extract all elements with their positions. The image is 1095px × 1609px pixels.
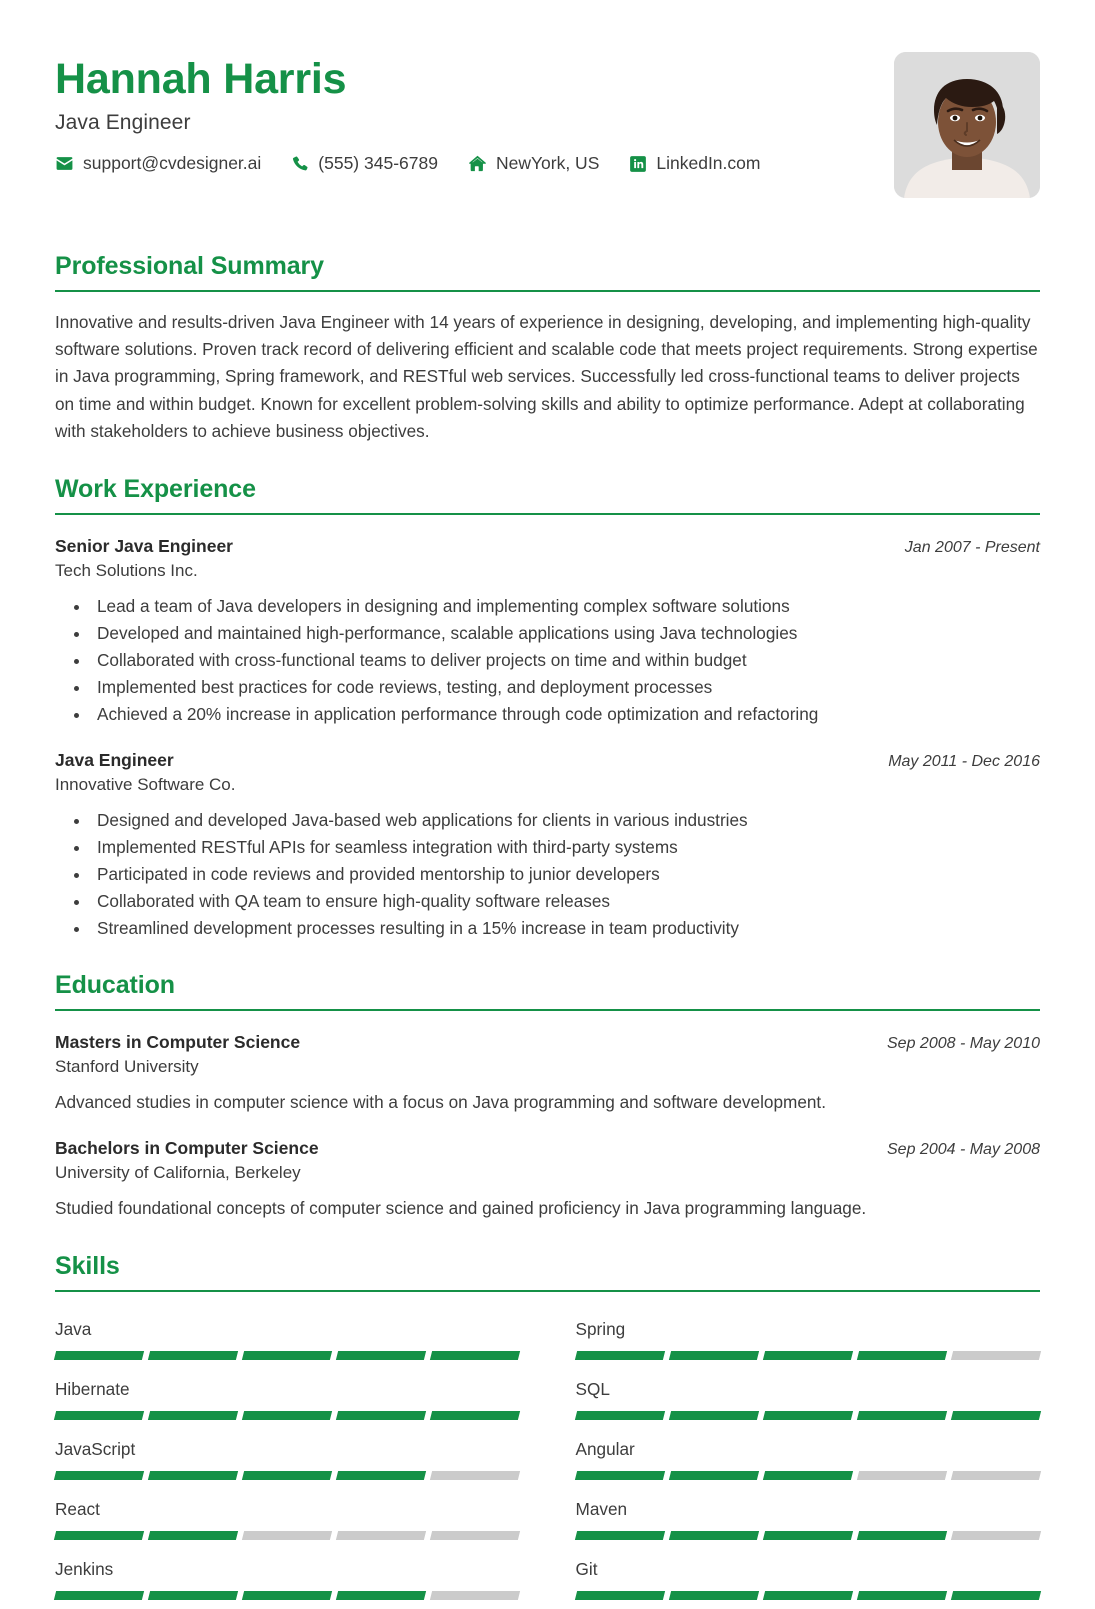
skill-segment-empty bbox=[430, 1591, 520, 1600]
page-title: Hannah Harris bbox=[55, 55, 347, 103]
contact-email-value: support@cvdesigner.ai bbox=[83, 153, 262, 174]
skill-segment-filled bbox=[148, 1531, 238, 1540]
skill-segment-filled bbox=[763, 1591, 853, 1600]
header-text-block bbox=[55, 52, 868, 174]
skill-segment-filled bbox=[574, 1531, 664, 1540]
section-title-education: Education bbox=[55, 971, 175, 1000]
skill-segment-empty bbox=[430, 1531, 520, 1540]
entry-bullet: • Collaborated with QA team to ensure high-quality software releases bbox=[91, 888, 1040, 914]
contact-phone-value: (555) 345-6789 bbox=[318, 153, 438, 174]
entry-organization: Tech Solutions Inc. bbox=[55, 560, 198, 580]
section-education bbox=[55, 971, 1040, 1222]
entry-date: May 2011 - Dec 2016 bbox=[888, 752, 1040, 770]
skill-level-bar bbox=[55, 1591, 520, 1600]
summary-text: Innovative and results-driven Java Engineer with 14 years of experience in designing, developing, and implementing high-quality software solutions. Proven track record of delivering efficient and scalable code that meets project requirements. Strong expertise in Java programming, Spring framework, and RESTful web services. Successfully led cross-functional teams to deliver projects on time and within budget. Known for excellent problem-solving skills and ability to optimize performance. Adept at collaborating with stakeholders to achieve business objectives. bbox=[55, 312, 1038, 441]
skill-segment-filled bbox=[857, 1351, 947, 1360]
entry-degree: Masters in Computer Science bbox=[55, 1032, 301, 1053]
skill-segment-filled bbox=[857, 1531, 947, 1540]
section-professional-summary bbox=[55, 252, 1040, 445]
skill-level-bar bbox=[576, 1471, 1041, 1480]
section-title-skills: Skills bbox=[55, 1251, 120, 1280]
skill-segment-filled bbox=[574, 1411, 664, 1420]
skill-name: React bbox=[55, 1498, 100, 1519]
skill-level-bar bbox=[576, 1351, 1041, 1360]
skill-level-bar bbox=[576, 1591, 1041, 1600]
skill-segment-filled bbox=[336, 1351, 426, 1360]
skill-level-bar bbox=[576, 1531, 1041, 1540]
entry-date: Sep 2008 - May 2010 bbox=[887, 1035, 1040, 1053]
skill-segment-filled bbox=[148, 1351, 238, 1360]
skill-name: Hibernate bbox=[55, 1378, 130, 1399]
skill-segment-filled bbox=[54, 1531, 144, 1540]
skill-item bbox=[576, 1309, 1041, 1369]
phone-icon bbox=[291, 155, 309, 173]
entry-header bbox=[55, 536, 1040, 557]
entry-bullet: • Collaborated with cross-functional teams to deliver projects on time and within budget bbox=[91, 647, 1040, 673]
skill-level-bar bbox=[55, 1411, 520, 1420]
skill-segment-filled bbox=[148, 1411, 238, 1420]
skill-segment-filled bbox=[763, 1531, 853, 1540]
experience-list bbox=[55, 536, 1040, 941]
skill-segment-filled bbox=[242, 1591, 332, 1600]
skill-segment-empty bbox=[951, 1351, 1041, 1360]
entry-date: Jan 2007 - Present bbox=[904, 538, 1040, 556]
education-entry bbox=[55, 1138, 1040, 1222]
skill-item bbox=[55, 1549, 520, 1609]
entry-bullet-list bbox=[55, 593, 1040, 728]
entry-organization: Innovative Software Co. bbox=[55, 774, 236, 794]
skill-item bbox=[55, 1489, 520, 1549]
entry-bullet: • Participated in code reviews and provided mentorship to junior developers bbox=[91, 861, 1040, 887]
skills-grid bbox=[55, 1309, 1040, 1609]
skill-item bbox=[576, 1549, 1041, 1609]
skill-item bbox=[576, 1489, 1041, 1549]
skill-segment-filled bbox=[668, 1531, 758, 1540]
skill-segment-empty bbox=[951, 1531, 1041, 1540]
skill-name: Jenkins bbox=[55, 1558, 114, 1579]
experience-entry bbox=[55, 536, 1040, 728]
entry-bullet: • Developed and maintained high-performance, scalable applications using Java technologies bbox=[91, 620, 1040, 646]
skill-name: Java bbox=[55, 1318, 92, 1339]
entry-bullet: • Implemented best practices for code reviews, testing, and deployment processes bbox=[91, 674, 1040, 700]
section-divider bbox=[55, 1009, 1040, 1011]
section-title-summary: Professional Summary bbox=[55, 252, 324, 280]
experience-entry bbox=[55, 750, 1040, 942]
section-divider bbox=[55, 290, 1040, 292]
skill-segment-empty bbox=[951, 1471, 1041, 1480]
skill-segment-filled bbox=[574, 1591, 664, 1600]
entry-role: Java Engineer bbox=[55, 749, 174, 770]
skill-segment-filled bbox=[857, 1411, 947, 1420]
skill-segment-empty bbox=[857, 1471, 947, 1480]
skill-segment-filled bbox=[54, 1411, 144, 1420]
entry-institution: University of California, Berkeley bbox=[55, 1163, 301, 1183]
skill-segment-filled bbox=[336, 1411, 426, 1420]
entry-description: Studied foundational concepts of computer science and gained proficiency in Java programming language. bbox=[55, 1198, 867, 1219]
contact-linkedin-value: LinkedIn.com bbox=[656, 153, 761, 174]
skill-item bbox=[55, 1309, 520, 1369]
home-icon bbox=[468, 154, 487, 173]
skill-segment-filled bbox=[574, 1471, 664, 1480]
skill-segment-filled bbox=[951, 1411, 1041, 1420]
profile-photo bbox=[894, 52, 1040, 198]
skill-name: JavaScript bbox=[55, 1438, 136, 1459]
resume-header bbox=[55, 52, 1040, 222]
email-icon bbox=[55, 154, 74, 173]
skill-name: Spring bbox=[575, 1318, 626, 1339]
skill-name: Maven bbox=[575, 1498, 628, 1519]
entry-bullet: • Achieved a 20% increase in application performance through code optimization and refactoring bbox=[91, 701, 1040, 727]
skill-segment-empty bbox=[336, 1531, 426, 1540]
skill-item bbox=[55, 1369, 520, 1429]
skill-segment-empty bbox=[242, 1531, 332, 1540]
skill-level-bar bbox=[55, 1351, 520, 1360]
contact-email[interactable] bbox=[55, 153, 261, 174]
skill-item bbox=[576, 1429, 1041, 1489]
skill-segment-filled bbox=[54, 1351, 144, 1360]
skill-segment-filled bbox=[54, 1471, 144, 1480]
skill-segment-filled bbox=[951, 1591, 1041, 1600]
skill-level-bar bbox=[55, 1471, 520, 1480]
section-skills bbox=[55, 1252, 1040, 1609]
skill-segment-filled bbox=[336, 1591, 426, 1600]
skill-segment-filled bbox=[54, 1591, 144, 1600]
entry-date: Sep 2004 - May 2008 bbox=[887, 1141, 1040, 1159]
linkedin-icon bbox=[629, 155, 647, 173]
education-entry bbox=[55, 1032, 1040, 1116]
skill-segment-filled bbox=[668, 1411, 758, 1420]
skill-segment-filled bbox=[857, 1591, 947, 1600]
entry-bullet-list bbox=[55, 807, 1040, 942]
skill-name: SQL bbox=[575, 1378, 610, 1399]
skill-segment-filled bbox=[242, 1411, 332, 1420]
skill-segment-filled bbox=[668, 1351, 758, 1360]
section-divider bbox=[55, 1290, 1040, 1292]
skill-item bbox=[55, 1429, 520, 1489]
entry-bullet: • Lead a team of Java developers in designing and implementing complex software solutions bbox=[91, 593, 1040, 619]
skill-name: Git bbox=[575, 1558, 598, 1579]
avatar bbox=[894, 52, 1040, 198]
skill-segment-filled bbox=[148, 1471, 238, 1480]
skill-name: Angular bbox=[575, 1438, 635, 1459]
section-title-experience: Work Experience bbox=[55, 474, 256, 503]
contact-location[interactable] bbox=[468, 153, 599, 174]
skill-segment-filled bbox=[336, 1471, 426, 1480]
entry-header bbox=[55, 750, 1040, 771]
skill-segment-filled bbox=[574, 1351, 664, 1360]
skill-segment-filled bbox=[430, 1351, 520, 1360]
contact-linkedin[interactable] bbox=[629, 153, 760, 174]
skill-level-bar bbox=[55, 1531, 520, 1540]
entry-bullet: • Implemented RESTful APIs for seamless integration with third-party systems bbox=[91, 834, 1040, 860]
skill-level-bar bbox=[576, 1411, 1041, 1420]
skill-segment-filled bbox=[148, 1591, 238, 1600]
skill-segment-filled bbox=[763, 1411, 853, 1420]
skill-segment-filled bbox=[430, 1411, 520, 1420]
skill-item bbox=[576, 1369, 1041, 1429]
entry-header bbox=[55, 1032, 1040, 1053]
skill-segment-filled bbox=[242, 1351, 332, 1360]
section-divider bbox=[55, 513, 1040, 515]
entry-bullet: • Designed and developed Java-based web applications for clients in various industries bbox=[91, 807, 1040, 833]
entry-degree: Bachelors in Computer Science bbox=[55, 1138, 319, 1159]
contact-location-value: NewYork, US bbox=[495, 153, 600, 174]
education-list bbox=[55, 1032, 1040, 1222]
skill-segment-empty bbox=[430, 1471, 520, 1480]
contact-row bbox=[55, 153, 868, 174]
entry-institution: Stanford University bbox=[55, 1057, 199, 1077]
skill-segment-filled bbox=[668, 1471, 758, 1480]
entry-bullet: • Streamlined development processes resulting in a 15% increase in team productivity bbox=[91, 915, 1040, 941]
skill-segment-filled bbox=[242, 1471, 332, 1480]
entry-description: Advanced studies in computer science with a focus on Java programming and software development. bbox=[55, 1092, 826, 1113]
contact-phone[interactable] bbox=[291, 153, 438, 174]
section-work-experience bbox=[55, 475, 1040, 941]
entry-header bbox=[55, 1138, 1040, 1159]
skill-segment-filled bbox=[763, 1471, 853, 1480]
skill-segment-filled bbox=[763, 1351, 853, 1360]
entry-role: Senior Java Engineer bbox=[55, 535, 233, 556]
job-title: Java Engineer bbox=[55, 111, 191, 135]
skill-segment-filled bbox=[668, 1591, 758, 1600]
